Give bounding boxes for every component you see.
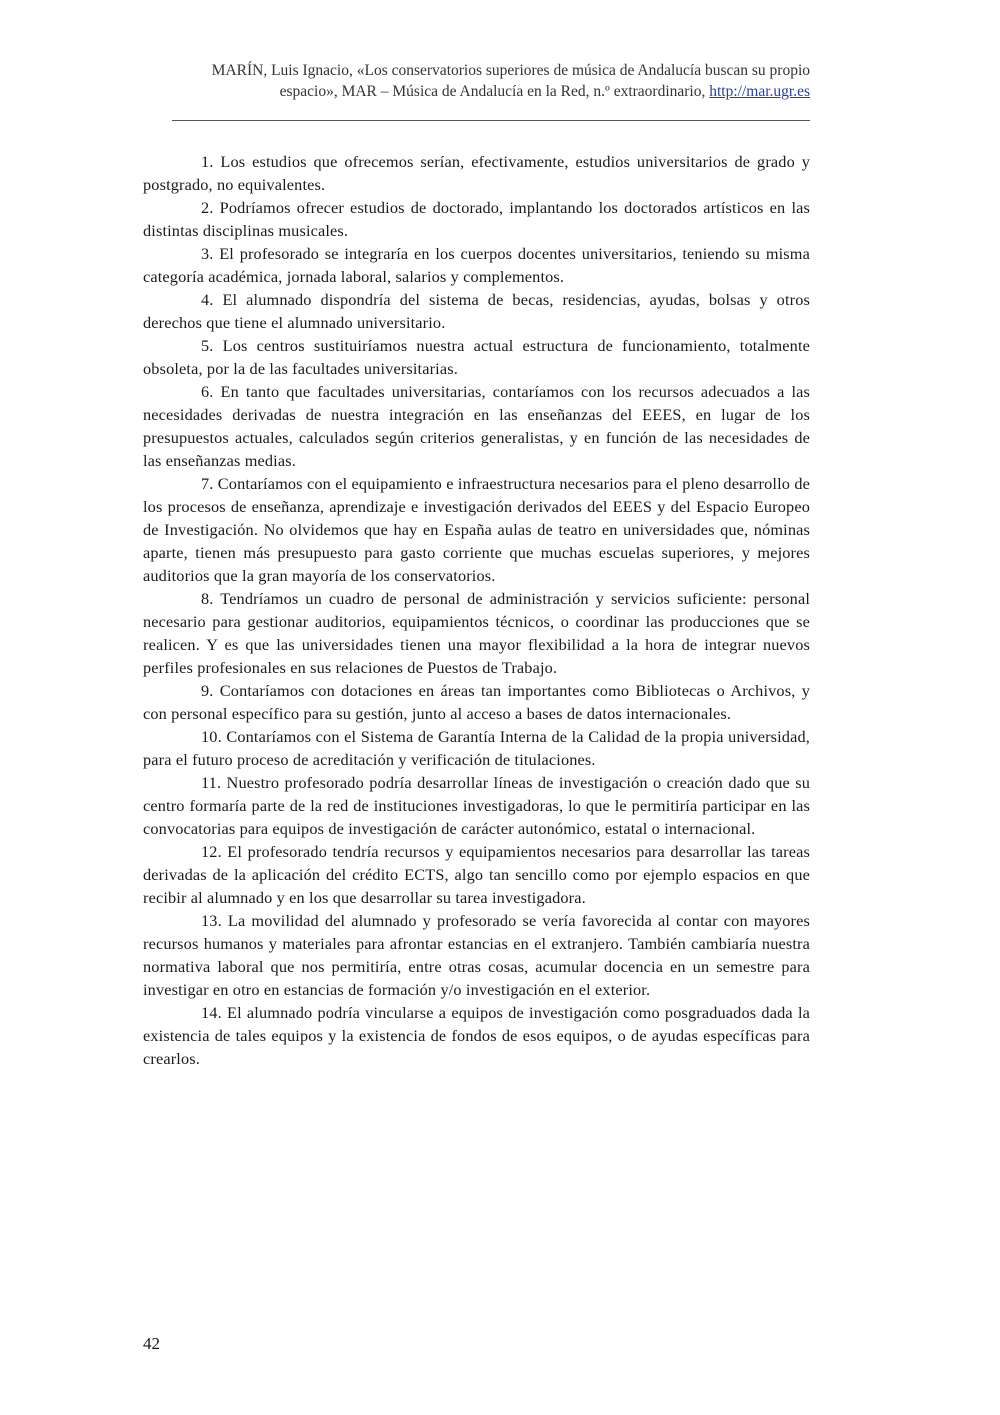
header-divider	[172, 120, 810, 121]
list-paragraph-7: 7. Contaríamos con el equipamiento e infraestructura necesarios para el pleno desarrollo de los procesos de enseñanza, aprendizaje e investigación derivados del EEES y del Espacio Europeo de Investigación. No olvidemos que hay en España aulas de teatro en universidades que, nóminas aparte, tienen más presupuesto para gasto corriente que muchas escuelas superiores, y mejores auditorios que la gran mayoría de los conservatorios.	[143, 474, 810, 585]
list-paragraph-10: 10. Contaríamos con el Sistema de Garantía Interna de la Calidad de la propia universidad, para el futuro proceso de acreditación y verificación de titulaciones.	[143, 727, 810, 769]
header-citation-line-2	[150, 81, 810, 102]
list-paragraph-3: 3. El profesorado se integraría en los cuerpos docentes universitarios, teniendo su misma categoría académica, jornada laboral, salarios y complementos.	[143, 244, 810, 286]
list-paragraph-14: 14. El alumnado podría vincularse a equipos de investigación como posgraduados dada la existencia de tales equipos y la existencia de fondos de esos equipos, o de ayudas específicas para crearlos.	[143, 1003, 810, 1068]
list-paragraph-6: 6. En tanto que facultades universitarias, contaríamos con los recursos adecuados a las necesidades derivadas de nuestra integración en las enseñanzas del EEES, en lugar de los presupuestos actuales, calculados según criterios generalistas, y en función de las necesidades de las enseñanzas medias.	[143, 382, 810, 470]
header-citation-line-1: MARÍN, Luis Ignacio, «Los conservatorios superiores de música de Andalucía buscan su propio	[211, 62, 810, 79]
running-header	[150, 60, 810, 102]
list-paragraph-1: 1. Los estudios que ofrecemos serían, efectivamente, estudios universitarios de grado y postgrado, no equivalentes.	[143, 152, 810, 194]
list-paragraph-5: 5. Los centros sustituiríamos nuestra actual estructura de funcionamiento, totalmente obsoleta, por la de las facultades universitarias.	[143, 336, 810, 378]
page-number: 42	[143, 1334, 160, 1353]
list-paragraph-8: 8. Tendríamos un cuadro de personal de administración y servicios suficiente: personal necesario para gestionar auditorios, equipamientos técnicos, o coordinar las producciones que se realicen. Y es que las universidades tienen una mayor flexibilidad a la hora de integrar nuevos perfiles profesionales en sus relaciones de Puestos de Trabajo.	[143, 589, 810, 677]
list-paragraph-2: 2. Podríamos ofrecer estudios de doctorado, implantando los doctorados artísticos en las distintas disciplinas musicales.	[143, 198, 810, 240]
list-paragraph-4: 4. El alumnado dispondría del sistema de becas, residencias, ayudas, bolsas y otros derechos que tiene el alumnado universitario.	[143, 290, 810, 332]
list-paragraph-12: 12. El profesorado tendría recursos y equipamientos necesarios para desarrollar las tareas derivadas de la aplicación del crédito ECTS, algo tan sencillo como por ejemplo espacios en que recibir al alumnado y en los que desarrollar su tarea investigadora.	[143, 842, 810, 907]
document-body	[143, 150, 810, 1070]
journal-link[interactable]: http://mar.ugr.es	[709, 83, 810, 100]
list-paragraph-11: 11. Nuestro profesorado podría desarrollar líneas de investigación o creación dado que su centro formaría parte de la red de instituciones investigadoras, lo que le permitiría participar en las convocatorias para equipos de investigación de carácter autonómico, estatal o internacional.	[143, 773, 810, 838]
list-paragraph-9: 9. Contaríamos con dotaciones en áreas tan importantes como Bibliotecas o Archivos, y con personal específico para su gestión, junto al acceso a bases de datos internacionales.	[143, 681, 810, 723]
header-citation-text: espacio», MAR – Música de Andalucía en la Red, n.º extraordinario,	[279, 83, 706, 100]
list-paragraph-13: 13. La movilidad del alumnado y profesorado se vería favorecida al contar con mayores recursos humanos y materiales para afrontar estancias en el extranjero. También cambiaría nuestra normativa laboral que nos permitiría, entre otras cosas, acumular docencia en un semestre para investigar en otro en estancias de formación y/o investigación en el exterior.	[143, 911, 810, 999]
